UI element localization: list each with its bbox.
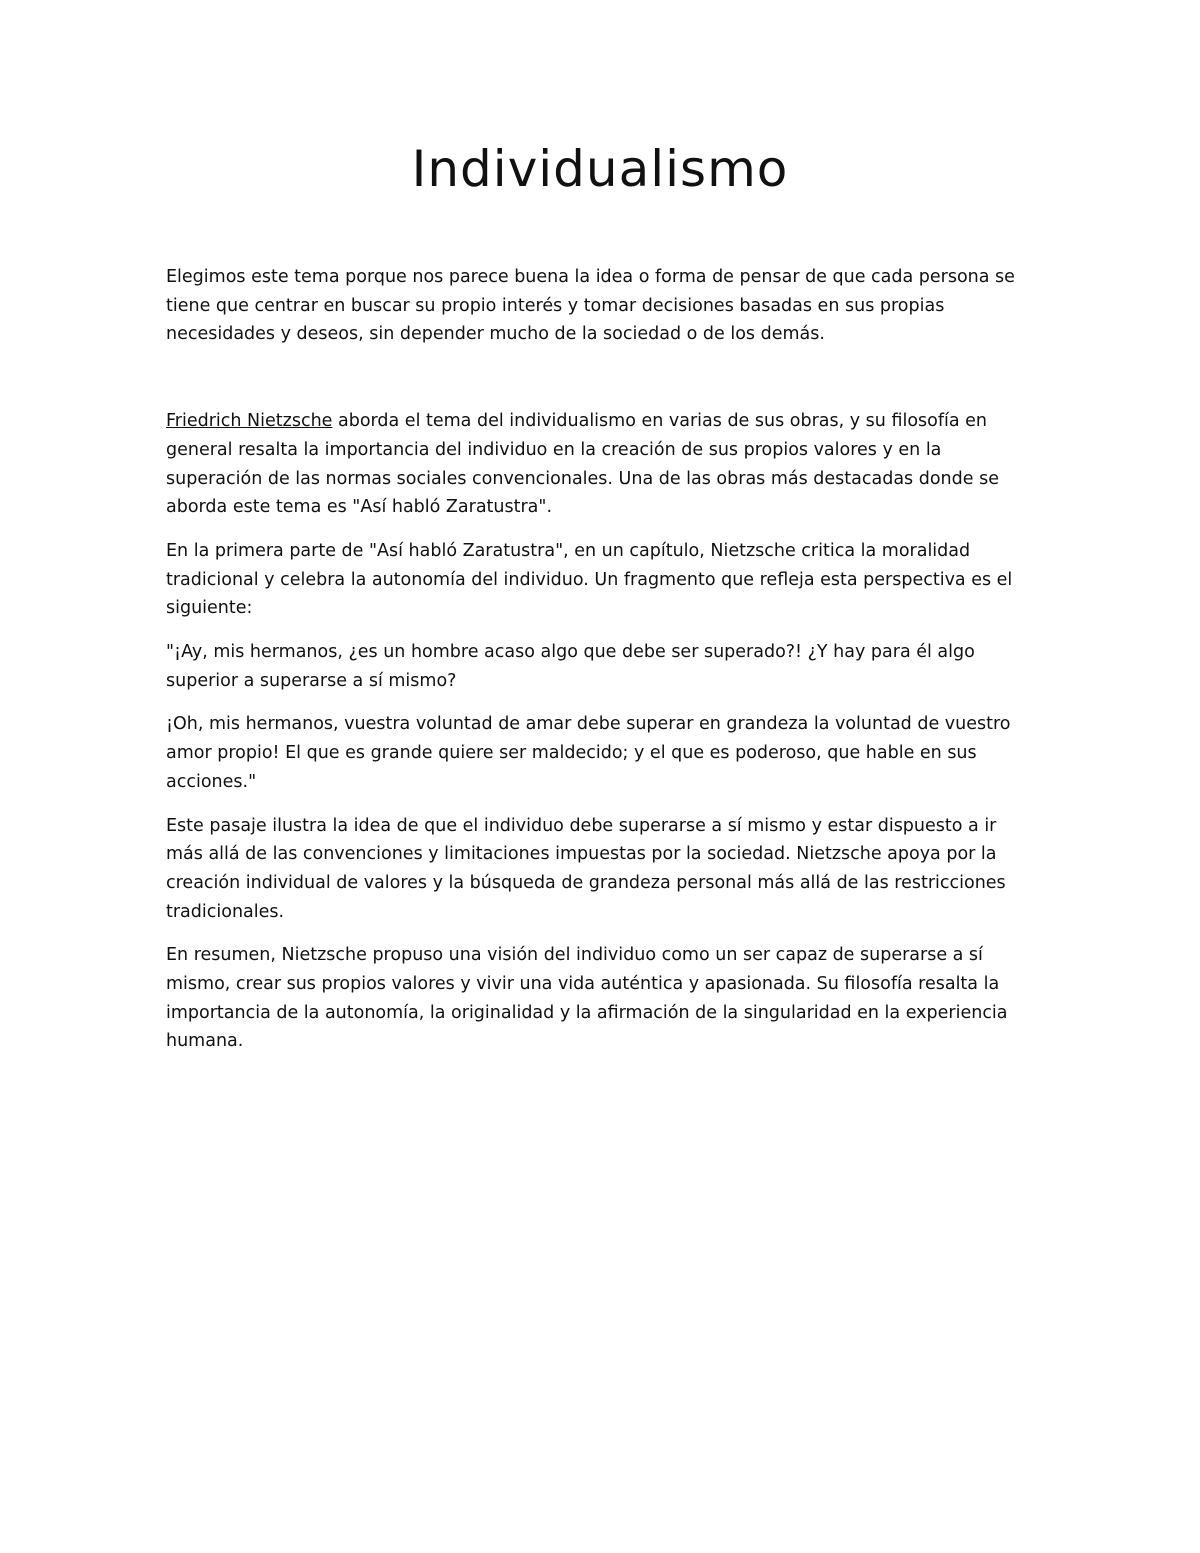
quote-paragraph-1: "¡Ay, mis hermanos, ¿es un hombre acaso algo que debe ser superado?! ¿Y hay para él algo superior a superarse a sí mismo?: [166, 642, 975, 691]
intro-paragraph: Elegimos este tema porque nos parece buena la idea o forma de pensar de que cada persona se tiene que centrar en buscar su propio interés y tomar decisiones basadas en sus propias necesidades y deseos, sin depender mucho de la sociedad o de los demás.: [166, 267, 1015, 345]
nietzsche-paragraph: [166, 407, 1032, 522]
nietzsche-link[interactable]: Friedrich Nietzsche: [166, 411, 333, 432]
zaratustra-paragraph: En la primera parte de "Así habló Zaratustra", en un capítulo, Nietzsche critica la moralidad tradicional y celebra la autonomía del individuo. Un fragmento que refleja esta perspectiva es el siguiente:: [166, 540, 1013, 619]
summary-paragraph: En resumen, Nietzsche propuso una visión del individuo como un ser capaz de superarse a sí mismo, crear sus propios valores y vivir una vida auténtica y apasionada. Su filosofía resalta la importancia de la autonomía, la originalidad y la afirmación de la singularidad en la experiencia humana.: [166, 945, 1008, 1052]
page-title: Individualismo: [411, 140, 789, 198]
nietzsche-paragraph-text: aborda el tema del individualismo en varias de sus obras, y su filosofía en general resalta la importancia del individuo en la creación de sus propios valores y en la superación de las normas sociales convencionales. Una de las obras más destacadas donde se aborda este tema es "Así habló Zaratustra".: [166, 411, 999, 518]
quote-paragraph-2: ¡Oh, mis hermanos, vuestra voluntad de amar debe superar en grandeza la voluntad de vuestro amor propio! El que es grande quiere ser maldecido; y el que es poderoso, que hable en sus acciones.": [166, 714, 1011, 792]
analysis-paragraph: Este pasaje ilustra la idea de que el individuo debe superarse a sí mismo y estar dispuesto a ir más allá de las convenciones y limitaciones impuestas por la sociedad. Nietzsche apoya por la creación individual de valores y la búsqueda de grandeza personal más allá de las restricciones tradicionales.: [166, 815, 1006, 922]
document-body: [166, 263, 1032, 1071]
